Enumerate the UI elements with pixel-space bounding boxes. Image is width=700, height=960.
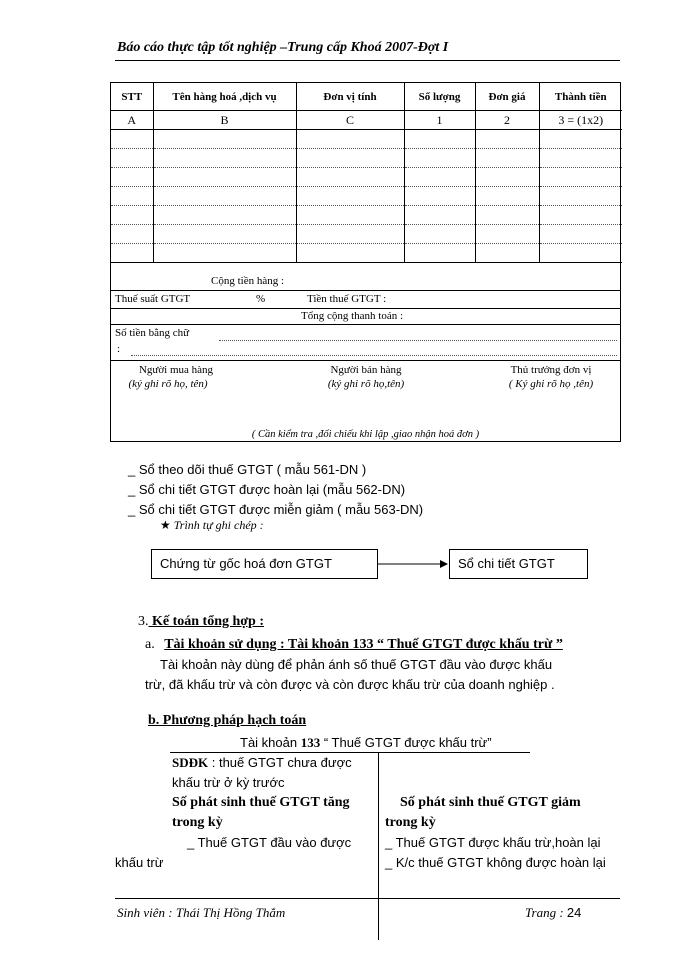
t-account-title — [240, 735, 492, 751]
invoice-header-row — [111, 83, 622, 111]
left-head-1: Số phát sinh thuế GTGT tăng — [172, 795, 350, 810]
book-item: _ Sổ chi tiết GTGT được hoàn lại (mẫu 562-DN) — [128, 482, 406, 497]
vat-rate-label: Thuế suất GTGT — [115, 293, 191, 305]
signer-head-note: ( Ký ghi rõ họ ,tên) — [508, 378, 594, 390]
vat-percent: % — [256, 293, 266, 305]
section3-title: Kế toán tổng hợp : — [148, 614, 264, 629]
header-rule — [115, 60, 620, 61]
section3-number: 3. — [138, 614, 149, 629]
invoice-code-row — [111, 111, 622, 130]
t-account-title-post: “ Thuế GTGT được khấu trừ” — [320, 735, 492, 750]
in-words-label: Số tiền bằng chữ — [115, 327, 190, 339]
right-item-1: _ Thuế GTGT được khấu trừ,hoàn lại — [385, 835, 601, 850]
col-stt: STT — [111, 83, 153, 111]
t-account-vertical — [378, 752, 379, 940]
procedure-label: Trình tự ghi chép : — [173, 518, 264, 532]
footer-page-number: 24 — [566, 905, 582, 920]
invoice-table — [110, 82, 621, 442]
procedure-heading — [160, 518, 264, 533]
flow-arrow — [378, 556, 450, 572]
summary-rule — [111, 360, 620, 361]
section3a-text-line: trừ, đã khấu trừ và còn được và còn được khấu trừ của doanh nghiệp . — [145, 677, 555, 692]
in-words-colon: : — [117, 343, 121, 355]
sddk-label: SDĐK — [172, 755, 209, 770]
signer-head-role: Thủ trưởng đơn vị — [510, 364, 592, 376]
blank-row — [111, 206, 622, 225]
left-head-2: trong kỳ — [172, 815, 223, 830]
in-words-fill-line — [219, 340, 617, 341]
footer-page — [525, 905, 581, 921]
code-a: A — [111, 111, 153, 130]
code-b: B — [153, 111, 296, 130]
sddk-text: : thuế GTGT chưa được — [208, 755, 352, 770]
page-header-title: Báo cáo thực tập tốt nghiệp –Trung cấp Khoá 2007-Đợt I — [117, 40, 449, 55]
section3a-heading — [145, 637, 563, 653]
footer-rule — [115, 898, 620, 899]
summary-rule — [111, 290, 620, 291]
section3b-title: b. Phương pháp hạch toán — [148, 713, 307, 728]
col-unit-price: Đơn giá — [475, 83, 539, 111]
summary-rule — [111, 308, 620, 309]
total-label: Tổng cộng thanh toán : — [301, 310, 404, 322]
t-account-title-pre: Tài khoản — [240, 735, 301, 750]
section3-heading — [138, 614, 264, 630]
code-3: 3 = (1x2) — [539, 111, 622, 130]
footer-student: Sinh viên : Thái Thị Hồng Thắm — [117, 905, 286, 920]
signer-buyer-note: (ký ghi rõ họ, tên) — [128, 378, 208, 390]
blank-row — [111, 130, 622, 149]
blank-row — [111, 168, 622, 187]
blank-row — [111, 225, 622, 244]
code-1: 1 — [404, 111, 475, 130]
book-item: _ Sổ theo dõi thuế GTGT ( mẫu 561-DN ) — [128, 462, 367, 477]
flow-source-box: Chứng từ gốc hoá đơn GTGT — [151, 549, 378, 579]
code-c: C — [296, 111, 404, 130]
col-quantity: Số lượng — [404, 83, 475, 111]
star-icon: ★ — [160, 518, 171, 532]
flow-target-box: Sổ chi tiết GTGT — [449, 549, 588, 579]
col-amount: Thành tiền — [539, 83, 622, 111]
book-item: _ Sổ chi tiết GTGT được miễn giảm ( mẫu 563-DN) — [128, 502, 424, 517]
signer-buyer-role: Người mua hàng — [138, 364, 214, 376]
right-head-2: trong kỳ — [385, 815, 436, 830]
sddk-text-2: khấu trừ ở kỳ trước — [172, 775, 285, 790]
section3a-text-line: Tài khoản này dùng để phản ánh số thuế GTGT đầu vào được khấu — [160, 657, 553, 672]
t-account-horizontal — [170, 752, 530, 753]
blank-row — [111, 149, 622, 168]
summary-rule — [111, 324, 620, 325]
code-2: 2 — [475, 111, 539, 130]
blank-row — [111, 244, 622, 263]
footer-page-label: Trang : — [525, 905, 564, 920]
left-item-2: khấu trừ — [115, 855, 164, 870]
invoice-footnote: ( Cần kiểm tra ,đối chiếu khi lập ,giao nhận hoá đơn ) — [251, 429, 480, 440]
section3a-marker: a. — [145, 637, 155, 652]
sddk-line — [172, 755, 352, 771]
col-item-name: Tên hàng hoá ,dịch vụ — [153, 83, 296, 111]
signer-seller-note: (ký ghi rõ họ,tên) — [327, 378, 405, 390]
vat-amount-label: Tiền thuế GTGT : — [307, 293, 387, 305]
in-words-fill-line — [131, 355, 617, 356]
right-item-2: _ K/c thuế GTGT không được hoàn lại — [385, 855, 606, 870]
right-head-1: Số phát sinh thuế GTGT giảm — [400, 795, 581, 810]
signer-seller-role: Người bán hàng — [330, 364, 402, 376]
blank-row — [111, 187, 622, 206]
section3a-title: Tài khoản sử dụng : Tài khoản 133 “ Thuế GTGT được khấu trừ ” — [164, 637, 563, 652]
t-account-number: 133 — [300, 735, 321, 750]
subtotal-label: Cộng tiền hàng : — [211, 275, 285, 287]
col-unit: Đơn vị tính — [296, 83, 404, 111]
left-item-1: _ Thuế GTGT đầu vào được — [187, 835, 352, 850]
